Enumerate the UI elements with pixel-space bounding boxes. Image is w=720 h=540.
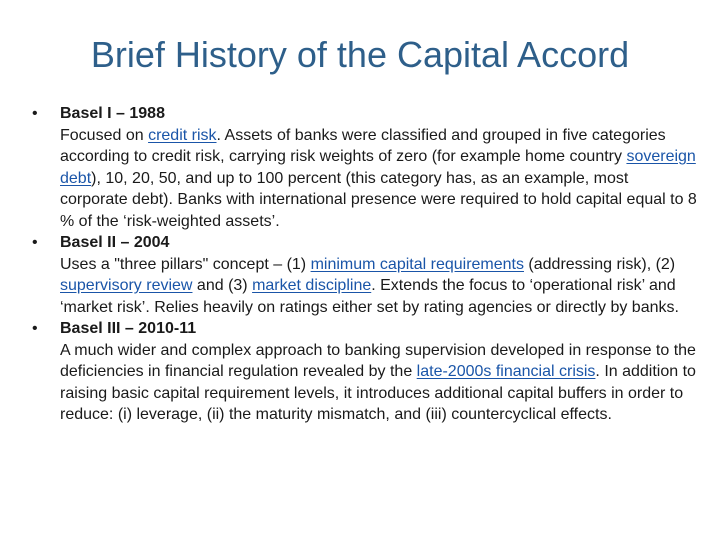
body-text: . In addition to raising basic capital requirement levels, it introduces additional capital buffers in order to reduce: (i) leverage, (ii) the maturity mismatch, and (iii) countercyclical effects. <box>60 363 696 423</box>
body-text: Focused on <box>60 126 149 144</box>
item-heading: Basel II – 2004 <box>60 234 170 251</box>
body-text: . Extends the focus to ‘operational risk’ and ‘market risk’. Relies heavily on ratings either set by rating agencies or directly by banks. <box>60 277 679 316</box>
body-text: Uses a "three pillars" concept – (1) <box>60 255 311 273</box>
bullet-list <box>32 103 700 426</box>
bullet-item-basel-1 <box>32 103 700 232</box>
link-minimum-capital-requirements[interactable]: minimum capital requirements <box>310 255 524 273</box>
body-text: and (3) <box>192 277 253 294</box>
body-text: ), 10, 20, 50, and up to 100 percent (this category has, as an example, most corporate debt). Banks with international presence were required to hold capital equal to 8 % of the ‘risk-weighted assets’. <box>60 169 697 230</box>
link-market-discipline[interactable]: market discipline <box>252 277 372 294</box>
body-text: A much wider and complex approach to banking supervision developed in response to the deficiencies in financial regulation revealed by the <box>60 341 696 380</box>
link-sovereign-debt[interactable]: sovereign debt <box>60 148 696 187</box>
link-credit-risk[interactable]: credit risk <box>148 126 217 144</box>
bullet-icon: • <box>32 234 38 251</box>
body-text: . Assets of banks were classified and grouped in five categories according to credit risk, carrying risk weights of zero (for example home country <box>60 126 666 165</box>
item-body <box>60 125 700 233</box>
item-heading: Basel I – 1988 <box>60 105 165 122</box>
bullet-item-basel-2 <box>32 232 700 318</box>
link-late-2000s-financial-crisis[interactable]: late-2000s financial crisis <box>416 363 596 380</box>
bullet-item-basel-3 <box>32 318 700 426</box>
bullet-icon: • <box>32 320 38 337</box>
item-body <box>60 254 700 319</box>
body-text: (addressing risk), (2) <box>523 255 676 273</box>
item-heading: Basel III – 2010-11 <box>60 320 197 337</box>
slide-title: Brief History of the Capital Accord <box>90 34 630 75</box>
bullet-icon: • <box>32 105 38 122</box>
link-supervisory-review[interactable]: supervisory review <box>60 277 193 294</box>
item-body <box>60 340 700 426</box>
